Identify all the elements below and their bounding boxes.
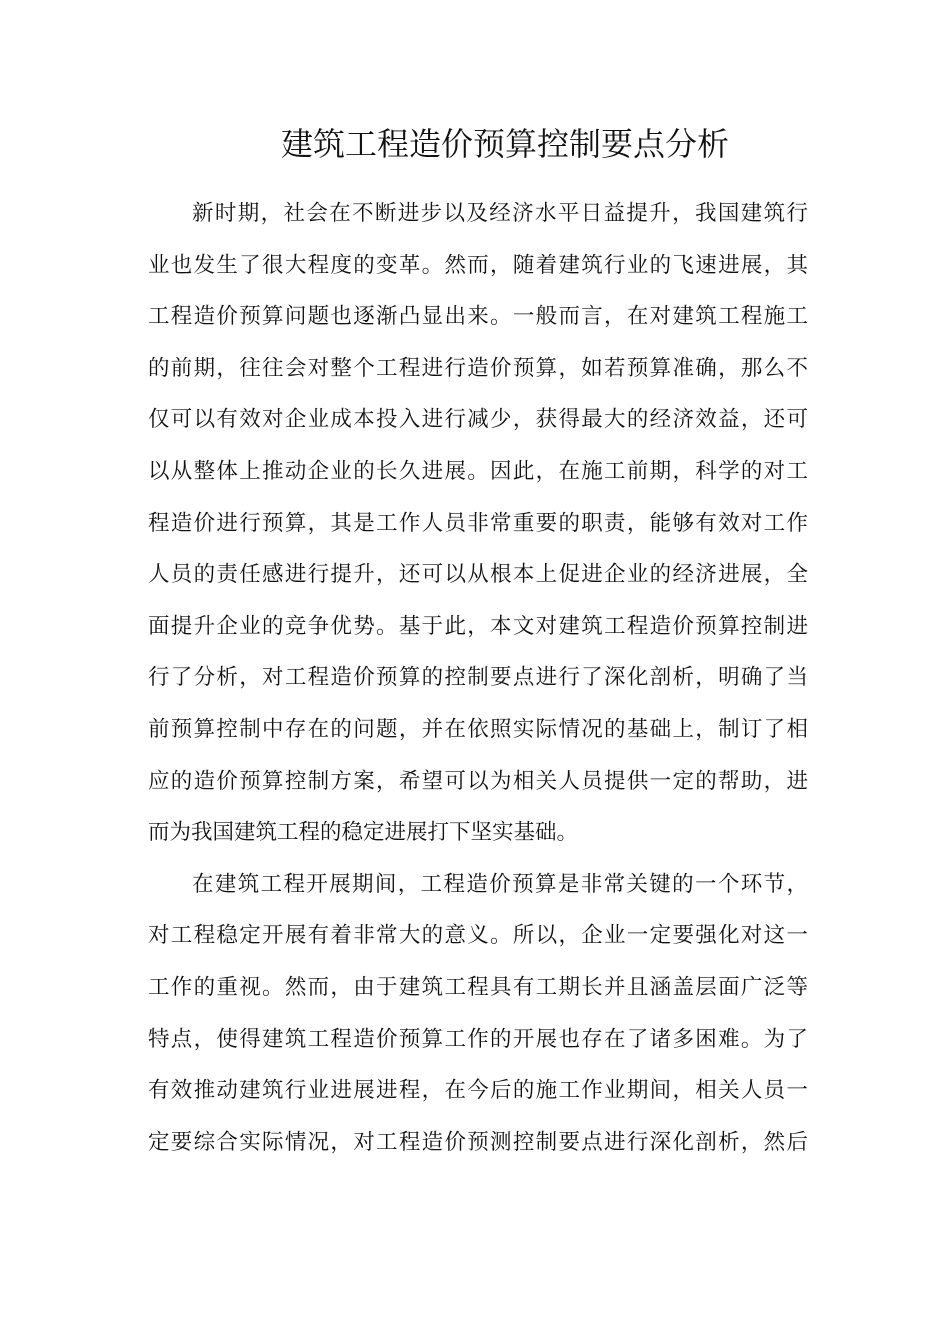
paragraph-line: 工作的重视。然而，由于建筑工程具有工期长并且涵盖层面广泛等 bbox=[148, 974, 808, 1000]
paragraph-line: 工程造价预算问题也逐渐凸显出来。一般而言，在对建筑工程施工 bbox=[148, 304, 808, 330]
paragraph-line: 仅可以有效对企业成本投入进行减少，获得最大的经济效益，还可 bbox=[148, 407, 808, 433]
paragraph-line: 行了分析，对工程造价预算的控制要点进行了深化剖析，明确了当 bbox=[148, 665, 808, 691]
paragraph-line: 在建筑工程开展期间，工程造价预算是非常关键的一个环节， bbox=[192, 871, 808, 897]
paragraph-line: 业也发生了很大程度的变革。然而，随着建筑行业的飞速进展，其 bbox=[148, 252, 808, 278]
paragraph-line: 应的造价预算控制方案，希望可以为相关人员提供一定的帮助，进 bbox=[148, 768, 808, 794]
paragraph-line: 面提升企业的竞争优势。基于此，本文对建筑工程造价预算控制进 bbox=[148, 613, 808, 639]
paragraph-line: 新时期，社会在不断进步以及经济水平日益提升，我国建筑行 bbox=[192, 201, 808, 226]
paragraph-line: 而为我国建筑工程的稳定进展打下坚实基础。 bbox=[148, 820, 579, 846]
paragraph-line: 以从整体上推动企业的长久进展。因此，在施工前期，科学的对工 bbox=[148, 458, 808, 484]
paragraph-line: 的前期，往往会对整个工程进行造价预算，如若预算准确，那么不 bbox=[148, 355, 808, 381]
document-title: 建筑工程造价预算控制要点分析 bbox=[280, 125, 729, 163]
paragraph-line: 程造价进行预算，其是工作人员非常重要的职责，能够有效对工作 bbox=[148, 510, 808, 536]
document-body bbox=[148, 188, 808, 1168]
paragraph-line: 定要综合实际情况，对工程造价预测控制要点进行深化剖析，然后 bbox=[148, 1129, 808, 1155]
paragraph-line: 特点，使得建筑工程造价预算工作的开展也存在了诸多困难。为了 bbox=[148, 1026, 808, 1052]
paragraph-line: 对工程稳定开展有着非常大的意义。所以，企业一定要强化对这一 bbox=[148, 923, 808, 949]
paragraph-line: 人员的责任感进行提升，还可以从根本上促进企业的经济进展，全 bbox=[148, 562, 808, 588]
paragraph-line: 有效推动建筑行业进展进程，在今后的施工作业期间，相关人员一 bbox=[148, 1078, 808, 1104]
paragraph-line: 前预算控制中存在的问题，并在依照实际情况的基础上，制订了相 bbox=[148, 716, 808, 742]
